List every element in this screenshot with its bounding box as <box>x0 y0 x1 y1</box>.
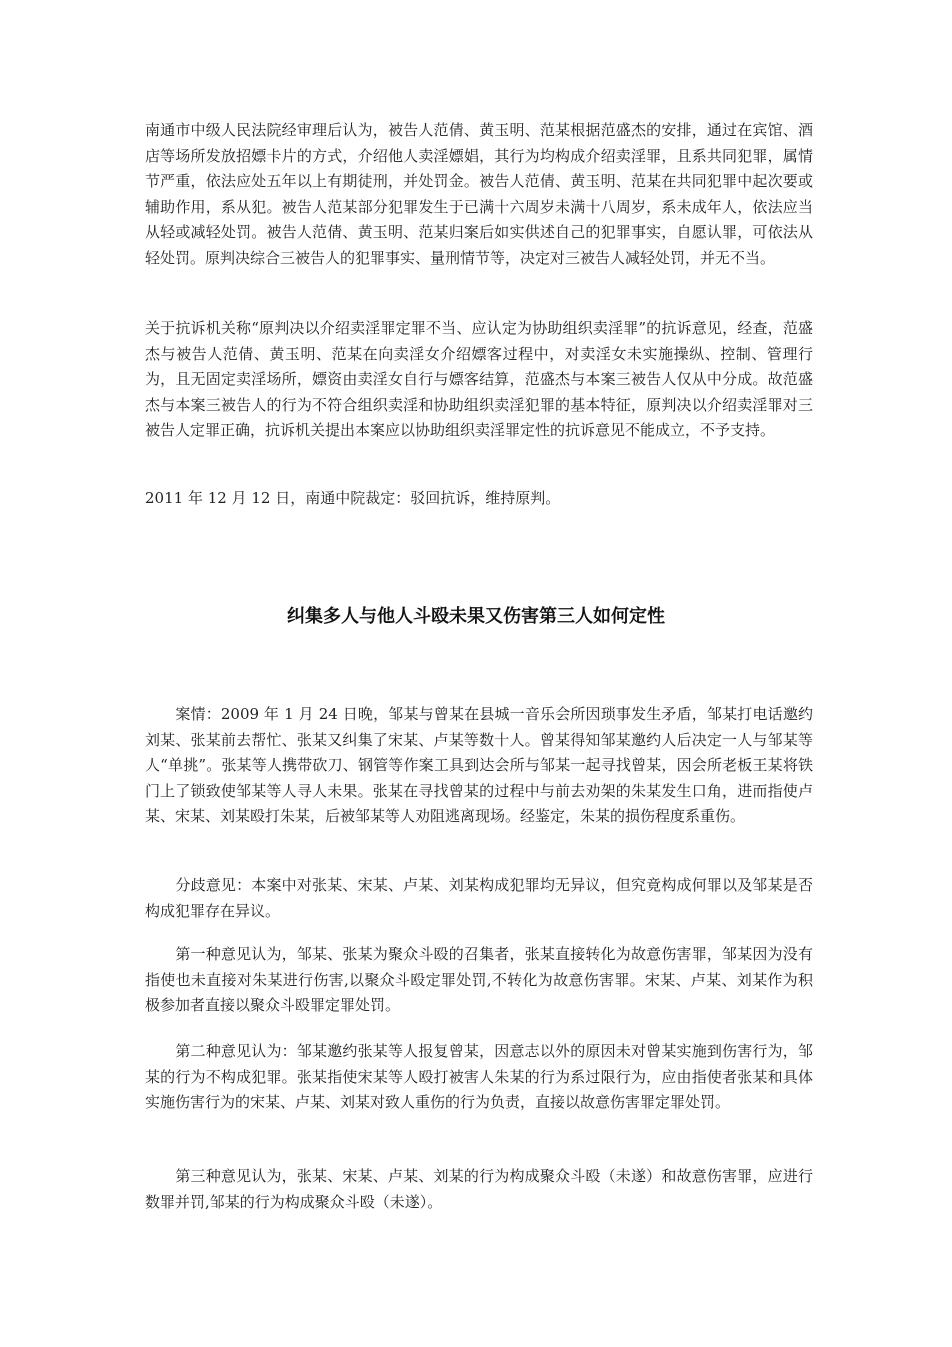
article-title: 纠集多人与他人斗殴未果又伤害第三人如何定性 <box>287 606 665 627</box>
paragraph-ruling: 2011 年 12 月 12 日，南通中院裁定：驳回抗诉，维持原判。 <box>145 489 561 507</box>
paragraph-dispute: 分歧意见：本案中对张某、宋某、卢某、刘某构成犯罪均无异议，但究竟构成何罪以及邹某是否构成犯罪存在异议。 <box>145 876 813 920</box>
paragraph-court-finding: 南通市中级人民法院经审理后认为，被告人范倩、黄玉明、范某根据范盛杰的安排，通过在宾馆、酒店等场所发放招嫖卡片的方式，介绍他人卖淫嫖娼，其行为均构成介绍卖淫罪，且系共同犯罪，属情节严重，依法应处五年以上有期徒刑，并处罚金。被告人范倩、黄玉明、范某在共同犯罪中起次要或辅助作用，系从犯。被告人范某部分犯罪发生于已满十六周岁未满十八周岁，系未成年人，依法应当从轻或减轻处罚。被告人范倩、黄玉明、范某归案后如实供述自己的犯罪事实，自愿认罪，可依法从轻处罚。原判决综合三被告人的犯罪事实、量刑情节等，决定对三被告人减轻处罚，并无不当。 <box>145 121 813 267</box>
paragraph-opinion-1: 第一种意见认为，邹某、张某为聚众斗殴的召集者，张某直接转化为故意伤害罪，邹某因为没有指使也未直接对朱某进行伤害,以聚众斗殴定罪处罚,不转化为故意伤害罪。宋某、卢某、刘某作为积极参加者直接以聚众斗殴罪定罪处罚。 <box>145 945 813 1014</box>
paragraph-opinion-3: 第三种意见认为，张某、宋某、卢某、刘某的行为构成聚众斗殴（未遂）和故意伤害罪，应进行数罪并罚,邹某的行为构成聚众斗殴（未遂）。 <box>145 1167 813 1211</box>
paragraph-appeal-opinion: 关于抗诉机关称“原判决以介绍卖淫罪定罪不当、应认定为协助组织卖淫罪”的抗诉意见，经查，范盛杰与被告人范倩、黄玉明、范某在向卖淫女介绍嫖客过程中，对卖淫女未实施操纵、控制、管理行为，且无固定卖淫场所，嫖资由卖淫女自行与嫖客结算，范盛杰与本案三被告人仅从中分成。故范盛杰与本案三被告人的行为不符合组织卖淫和协助组织卖淫犯罪的基本特征，原判决以介绍卖淫罪对三被告人定罪正确，抗诉机关提出本案应以协助组织卖淫罪定性的抗诉意见不能成立，不予支持。 <box>145 319 813 439</box>
paragraph-opinion-2: 第二种意见认为：邹某邀约张某等人报复曾某，因意志以外的原因未对曾某实施到伤害行为，邹某的行为不构成犯罪。张某指使宋某等人殴打被害人朱某的行为系过限行为，应由指使者张某和具体实施伤害行为的宋某、卢某、刘某对致人重伤的行为负责，直接以故意伤害罪定罪处罚。 <box>145 1042 813 1111</box>
paragraph-case-facts: 案情：2009 年 1 月 24 日晚，邹某与曾某在县城一音乐会所因琐事发生矛盾，邹某打电话邀约刘某、张某前去帮忙、张某又纠集了宋某、卢某等数十人。曾某得知邹某邀约人后决定一人与邹某等人“单挑”。张某等人携带砍刀、钢管等作案工具到达会所与邹某一起寻找曾某，因会所老板王某将铁门上了锁致使邹某等人寻人未果。张某在寻找曾某的过程中与前去劝架的朱某发生口角，进而指使卢某、宋某、刘某殴打朱某，后被邹某等人劝阻逃离现场。经鉴定，朱某的损伤程度系重伤。 <box>145 705 813 825</box>
